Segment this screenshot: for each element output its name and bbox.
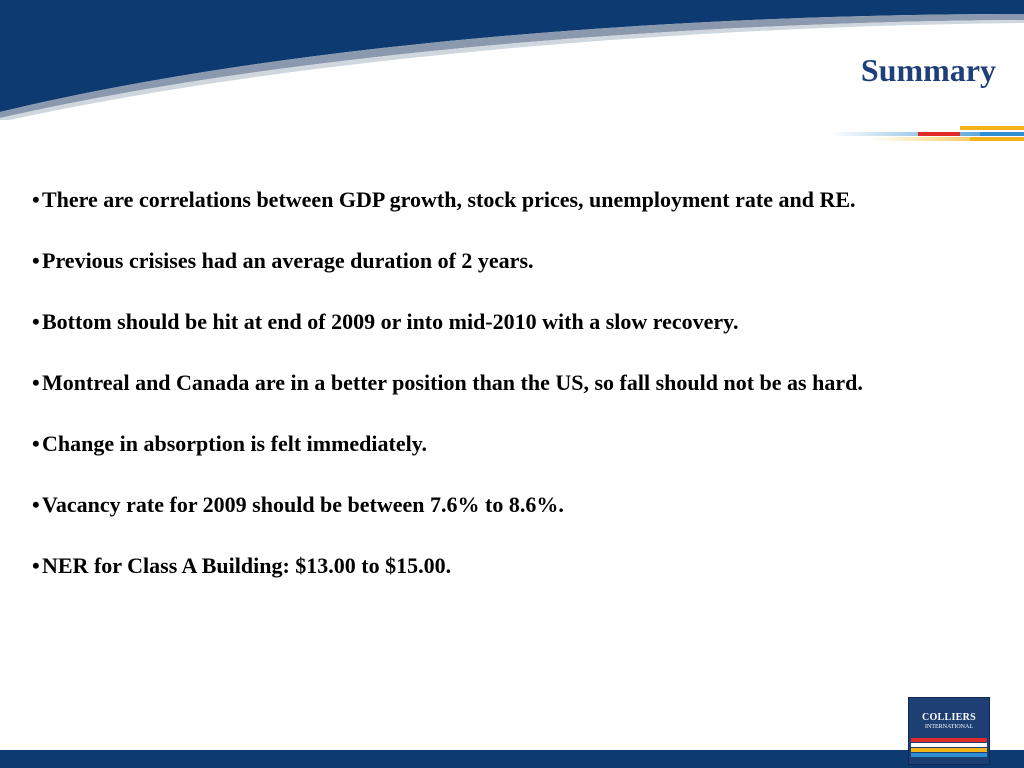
- logo-stripe-yellow: [911, 748, 987, 752]
- logo-stripe-white: [911, 743, 987, 747]
- bullet-item: [32, 489, 962, 520]
- bullet-item: [32, 245, 962, 276]
- accent-stripes: [830, 126, 1024, 146]
- logo-stripe-red: [911, 738, 987, 742]
- bullet-item: [32, 550, 962, 581]
- bullet-dot: •: [32, 187, 40, 212]
- bullet-dot: •: [32, 492, 40, 517]
- logo-subtitle: INTERNATIONAL: [925, 724, 973, 730]
- bullet-item: [32, 184, 962, 215]
- bullet-text: NER for Class A Building: $13.00 to $15.00.: [42, 553, 452, 578]
- bullet-item: [32, 367, 962, 398]
- bullet-dot: •: [32, 431, 40, 456]
- bullet-text: Bottom should be hit at end of 2009 or into mid-2010 with a slow recovery.: [42, 309, 739, 334]
- colliers-logo: [908, 697, 990, 765]
- bullet-item: [32, 306, 962, 337]
- footer-bar: [0, 750, 1024, 768]
- logo-stripe-blue: [911, 753, 987, 757]
- bullet-item: [32, 428, 962, 459]
- bullet-text: There are correlations between GDP growth, stock prices, unemployment rate and RE.: [42, 187, 856, 212]
- bullet-text: Previous crisises had an average duration of 2 years.: [42, 248, 534, 273]
- bullet-text: Montreal and Canada are in a better position than the US, so fall should not be as hard.: [42, 370, 863, 395]
- bullet-text: Vacancy rate for 2009 should be between 7.6% to 8.6%.: [42, 492, 564, 517]
- bullet-dot: •: [32, 370, 40, 395]
- logo-name: COLLIERS: [921, 712, 977, 723]
- bullet-text: Change in absorption is felt immediately.: [42, 431, 428, 456]
- bullet-dot: •: [32, 553, 40, 578]
- bullet-dot: •: [32, 248, 40, 273]
- bullet-dot: •: [32, 309, 40, 334]
- slide-title: Summary: [860, 52, 996, 88]
- bullet-list: [32, 184, 962, 611]
